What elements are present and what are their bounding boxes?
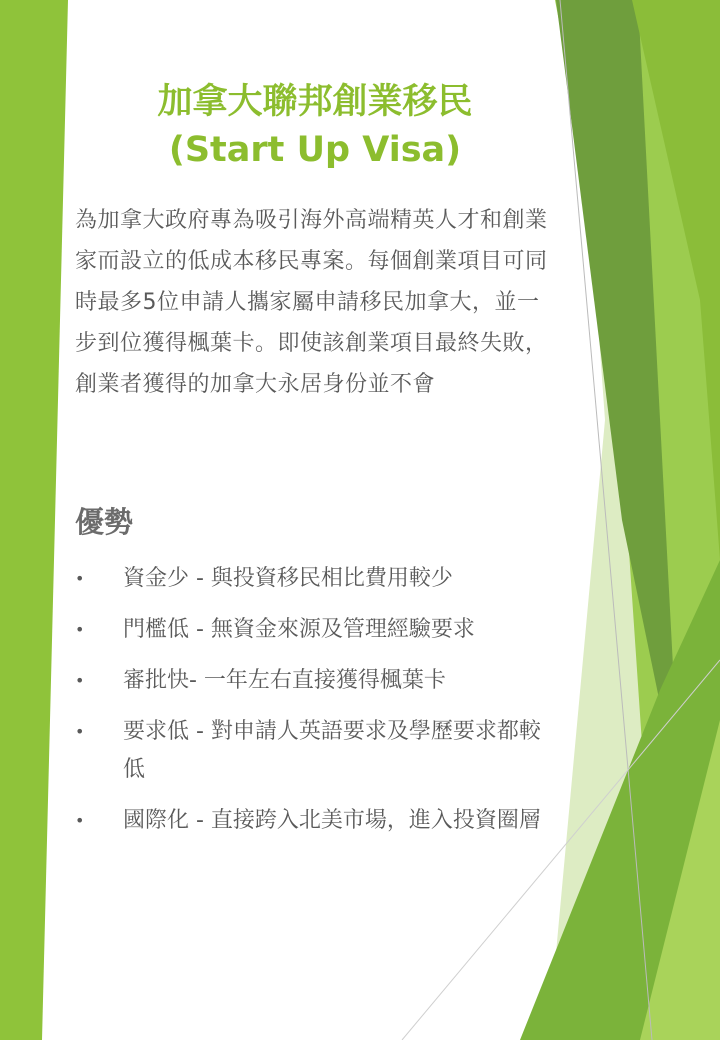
slide-title <box>80 78 550 174</box>
advantage-text: 要求低 - 對申請人英語要求及學歷要求都較低 <box>123 719 541 782</box>
advantages-list <box>75 560 555 853</box>
advantage-item <box>75 802 555 840</box>
advantage-item <box>75 611 555 649</box>
title-line-chinese: 加拿大聯邦創業移民 <box>157 82 473 122</box>
advantage-item <box>75 560 555 598</box>
advantages-heading: 優勢 <box>75 505 134 539</box>
intro-paragraph: 為加拿大政府專為吸引海外高端精英人才和創業家而設立的低成本移民專案。每個創業項目可同時最多5位申請人攜家屬申請移民加拿大，並一步到位獲得楓葉卡。即使該創業項目最終失敗，創業者獲得的加拿大永居身份並不會 <box>75 208 548 397</box>
title-line-english: (Start Up Visa) <box>168 130 462 170</box>
bullet-icon: • <box>75 671 85 690</box>
advantage-text: 國際化 - 直接跨入北美市場，進入投資圈層 <box>123 808 541 833</box>
advantage-text: 門檻低 - 無資金來源及管理經驗要求 <box>123 617 475 642</box>
advantage-item <box>75 713 555 789</box>
bullet-icon: • <box>75 620 85 639</box>
advantage-text: 審批快- 一年左右直接獲得楓葉卡 <box>123 668 446 693</box>
advantage-item <box>75 662 555 700</box>
advantage-text: 資金少 - 與投資移民相比費用較少 <box>123 566 453 591</box>
bullet-icon: • <box>75 722 85 741</box>
bullet-icon: • <box>75 569 85 588</box>
bullet-icon: • <box>75 811 85 830</box>
